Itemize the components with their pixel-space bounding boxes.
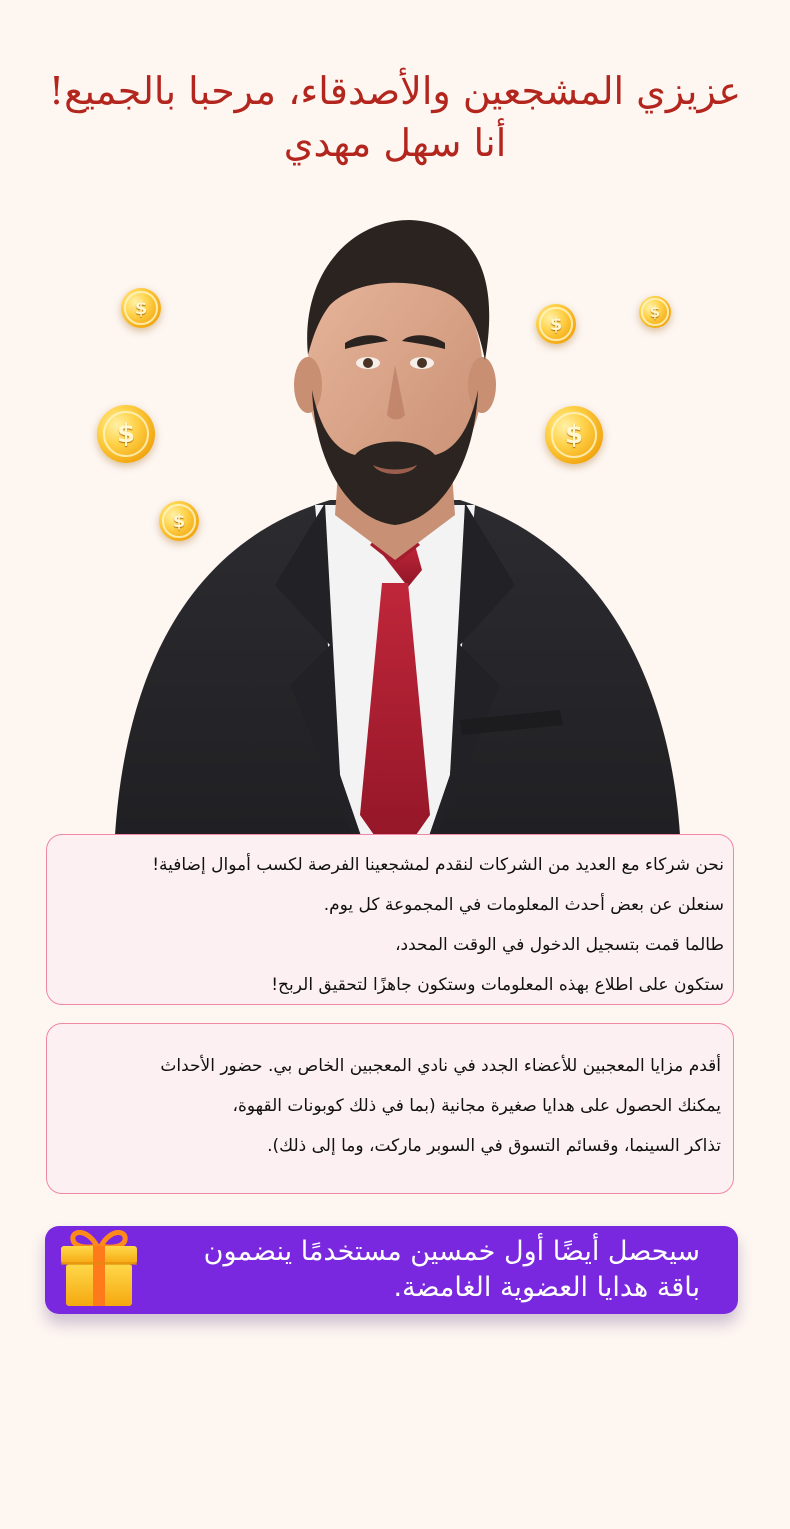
greeting-line-2: أنا سهل مهدي [283,121,507,165]
fan-benefits-card [46,1023,734,1194]
promo-line-2: باقة هدايا العضوية الغامضة. [393,1272,700,1303]
greeting-line-1: عزيزي المشجعين والأصدقاء، مرحبا بالجميع! [48,69,742,113]
partners-info-card [46,834,734,1005]
promo-line-1: سيحصل أيضًا أول خمسين مستخدمًا ينضمون [203,1236,700,1267]
gift-box-icon [59,1224,139,1308]
dollar-coin-icon: $ [97,405,155,463]
dollar-coin-icon: $ [159,501,199,541]
greeting-heading [0,64,790,168]
dollar-coin-icon: $ [121,288,161,328]
card2-line: تذاكر السينما، وقسائم التسوق في السوبر ماركت، وما إلى ذلك). [267,1136,721,1156]
dollar-coin-icon: $ [545,406,603,464]
dollar-coin-icon: $ [536,304,576,344]
card1-line: طالما قمت بتسجيل الدخول في الوقت المحدد، [395,935,724,955]
card2-line: يمكنك الحصول على هدايا صغيرة مجانية (بما في ذلك كوبونات القهوة، [232,1096,721,1116]
dollar-coin-icon: $ [639,296,671,328]
card2-line: أقدم مزايا المعجبين للأعضاء الجدد في نادي المعجبين الخاص بي. حضور الأحداث [160,1056,721,1076]
card1-line: نحن شركاء مع العديد من الشركات لنقدم لمشجعينا الفرصة لكسب أموال إضافية! [152,855,724,875]
card1-line: سنعلن عن بعض أحدث المعلومات في المجموعة كل يوم. [323,895,724,915]
gift-promo-banner[interactable] [45,1226,738,1314]
card1-line: ستكون على اطلاع بهذه المعلومات وستكون جاهزًا لتحقيق الربح! [271,975,724,995]
